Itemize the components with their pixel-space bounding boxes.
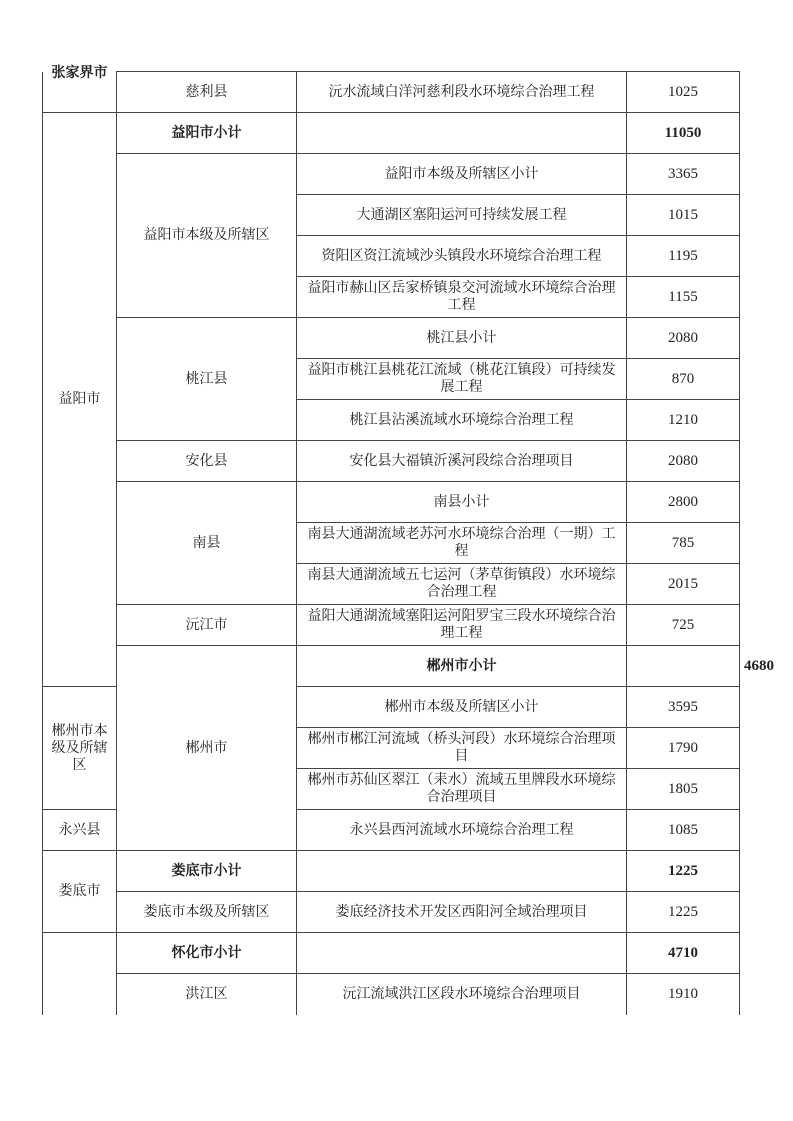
project-cell: 永兴县西河流域水环境综合治理工程: [297, 810, 627, 851]
subtotal-label: 怀化市小计: [117, 933, 297, 974]
project-cell: 益阳市桃江县桃花江流域（桃花江镇段）可持续发展工程: [297, 359, 627, 400]
amount-cell: 1025: [627, 72, 740, 113]
table-row: [43, 605, 740, 646]
subtotal-label: 郴州市小计: [297, 646, 627, 687]
county-cell: 益阳市本级及所辖区: [117, 154, 297, 318]
city-cell: [43, 933, 117, 1015]
project-cell: 益阳大通湖流域塞阳运河阳罗宝三段水环境综合治理工程: [297, 605, 627, 646]
amount-cell: 1085: [627, 810, 740, 851]
county-cell: 沅江市: [117, 605, 297, 646]
city-cell: 益阳市: [43, 113, 117, 687]
project-cell: 南县小计: [297, 482, 627, 523]
table-row: [43, 974, 740, 1015]
county-cell: 桃江县: [117, 318, 297, 441]
subtotal-label: 益阳市小计: [117, 113, 297, 154]
project-cell: [627, 646, 740, 687]
amount-cell: 2080: [627, 441, 740, 482]
table-row: [43, 72, 740, 113]
project-cell: 益阳市赫山区岳家桥镇泉交河流域水环境综合治理工程: [297, 277, 627, 318]
table-row: [43, 482, 740, 523]
amount-cell: 785: [627, 523, 740, 564]
amount-cell: 1225: [627, 892, 740, 933]
amount-cell: 1015: [627, 195, 740, 236]
table-row: [43, 892, 740, 933]
table-row: [43, 933, 740, 974]
county-cell: 洪江区: [117, 974, 297, 1015]
amount-cell: 3595: [627, 687, 740, 728]
project-cell: 郴州市苏仙区翠江（耒水）流域五里牌段水环境综合治理项目: [297, 769, 627, 810]
project-cell: 沅江流域洪江区段水环境综合治理项目: [297, 974, 627, 1015]
table-row: [43, 113, 740, 154]
funding-table: [42, 64, 774, 1015]
project-cell: 南县大通湖流域老苏河水环境综合治理（一期）工程: [297, 523, 627, 564]
project-cell: [297, 851, 627, 892]
amount-cell: 1790: [627, 728, 740, 769]
project-cell: 大通湖区塞阳运河可持续发展工程: [297, 195, 627, 236]
county-cell: 娄底市本级及所辖区: [117, 892, 297, 933]
county-cell: 安化县: [117, 441, 297, 482]
city-cell: 娄底市: [43, 851, 117, 933]
project-cell: 南县大通湖流域五七运河（茅草街镇段）水环境综合治理工程: [297, 564, 627, 605]
table-row: [43, 154, 740, 195]
subtotal-amount: 11050: [627, 113, 740, 154]
project-cell: 沅水流域白洋河慈利段水环境综合治理工程: [297, 72, 627, 113]
amount-cell: 3365: [627, 154, 740, 195]
amount-cell: 2080: [627, 318, 740, 359]
county-cell: 慈利县: [117, 72, 297, 113]
project-cell: 郴州市郴江河流域（桥头河段）水环境综合治理项目: [297, 728, 627, 769]
project-cell: 益阳市本级及所辖区小计: [297, 154, 627, 195]
county-cell: 南县: [117, 482, 297, 605]
city-cell: 郴州市: [117, 646, 297, 851]
amount-cell: 1195: [627, 236, 740, 277]
project-cell: 安化县大福镇沂溪河段综合治理项目: [297, 441, 627, 482]
project-cell: [297, 113, 627, 154]
project-cell: 娄底经济技术开发区西阳河全域治理项目: [297, 892, 627, 933]
project-cell: 郴州市本级及所辖区小计: [297, 687, 627, 728]
project-cell: [297, 933, 627, 974]
city-cell: 张家界市: [43, 72, 117, 113]
table-row: [43, 441, 740, 482]
amount-cell: 1805: [627, 769, 740, 810]
subtotal-amount: 4710: [627, 933, 740, 974]
amount-cell: 2800: [627, 482, 740, 523]
project-cell: 桃江县小计: [297, 318, 627, 359]
project-cell: 桃江县沾溪流域水环境综合治理工程: [297, 400, 627, 441]
amount-cell: 1910: [627, 974, 740, 1015]
table-row: [43, 318, 740, 359]
table-row: 郴州市 郴州市小计 4680: [43, 646, 740, 687]
county-cell: 永兴县: [43, 810, 117, 851]
project-cell: 资阳区资江流域沙头镇段水环境综合治理工程: [297, 236, 627, 277]
subtotal-amount: 1225: [627, 851, 740, 892]
amount-cell: 725: [627, 605, 740, 646]
county-cell: 郴州市本级及所辖区: [43, 687, 117, 810]
table-row: [43, 851, 740, 892]
subtotal-label: 娄底市小计: [117, 851, 297, 892]
amount-cell: 2015: [627, 564, 740, 605]
amount-cell: 1155: [627, 277, 740, 318]
amount-cell: 1210: [627, 400, 740, 441]
amount-cell: 870: [627, 359, 740, 400]
